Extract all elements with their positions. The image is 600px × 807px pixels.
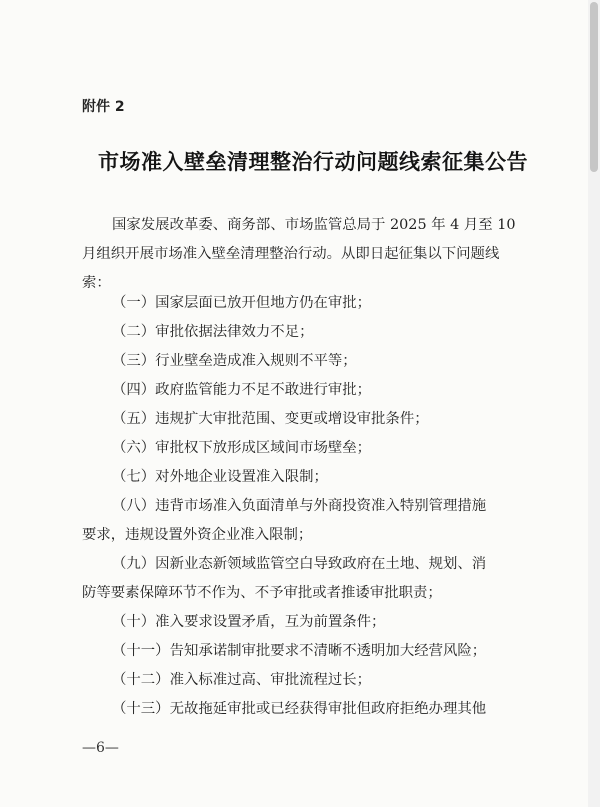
list-item: [82, 695, 548, 724]
list-item-text: （四）政府监管能力不足不敢进行审批；: [112, 382, 372, 398]
list-item-text: （十）准入要求设置矛盾，互为前置条件；: [112, 614, 386, 630]
list-item-text: （七）对外地企业设置准入限制；: [112, 469, 328, 485]
list-item-text: （十三）无故拖延审批或已经获得审批但政府拒绝办理其他: [112, 701, 487, 717]
list-item: [82, 434, 548, 463]
list-item: [82, 463, 548, 492]
page-number: —6—: [82, 740, 119, 756]
list-item: [82, 608, 548, 637]
attachment-label: 附件 2: [82, 99, 125, 115]
issue-list: [82, 289, 548, 724]
list-item: [82, 318, 548, 347]
list-item: [82, 637, 548, 666]
list-item: [82, 405, 548, 434]
list-item-text: （八）违背市场准入负面清单与外商投资准入特别管理措施: [112, 498, 487, 514]
list-item: [82, 666, 548, 695]
list-item: [82, 550, 548, 608]
vertical-scrollbar[interactable]: [588, 0, 600, 807]
list-item-text: （十二）准入标准过高、审批流程过长；: [112, 672, 372, 688]
list-item-text: （三）行业壁垒造成准入规则不平等；: [112, 353, 357, 369]
list-item-continuation: 要求，违规设置外资企业准入限制；: [82, 527, 313, 543]
list-item: [82, 376, 548, 405]
list-item-text: （十一）告知承诺制审批要求不清晰不透明加大经营风险；: [112, 643, 487, 659]
list-item-text: （二）审批依据法律效力不足；: [112, 324, 314, 340]
list-item-text: （六）审批权下放形成区域间市场壁垒；: [112, 440, 372, 456]
page-title: 市场准入壁垒清理整治行动问题线索征集公告: [98, 150, 528, 174]
list-item: [82, 289, 548, 318]
list-item-text: （一）国家层面已放开但地方仍在审批；: [112, 295, 372, 311]
intro-paragraph: [82, 211, 548, 298]
list-item-text: （九）因新业态新领域监管空白导致政府在土地、规划、消: [112, 556, 487, 572]
list-item: [82, 492, 548, 550]
intro-line: 月组织开展市场准入壁垒清理整治行动。从即日起征集以下问题线: [82, 246, 500, 262]
intro-line: 索：: [82, 275, 111, 291]
list-item-text: （五）违规扩大审批范围、变更或增设审批条件；: [112, 411, 429, 427]
intro-line: 国家发展改革委、商务部、市场监管总局于 2025 年 4 月至 10: [112, 217, 516, 233]
list-item-continuation: 防等要素保障环节不作为、不予审批或者推诿审批职责；: [82, 585, 442, 601]
scrollbar-thumb[interactable]: [590, 2, 598, 172]
list-item: [82, 347, 548, 376]
